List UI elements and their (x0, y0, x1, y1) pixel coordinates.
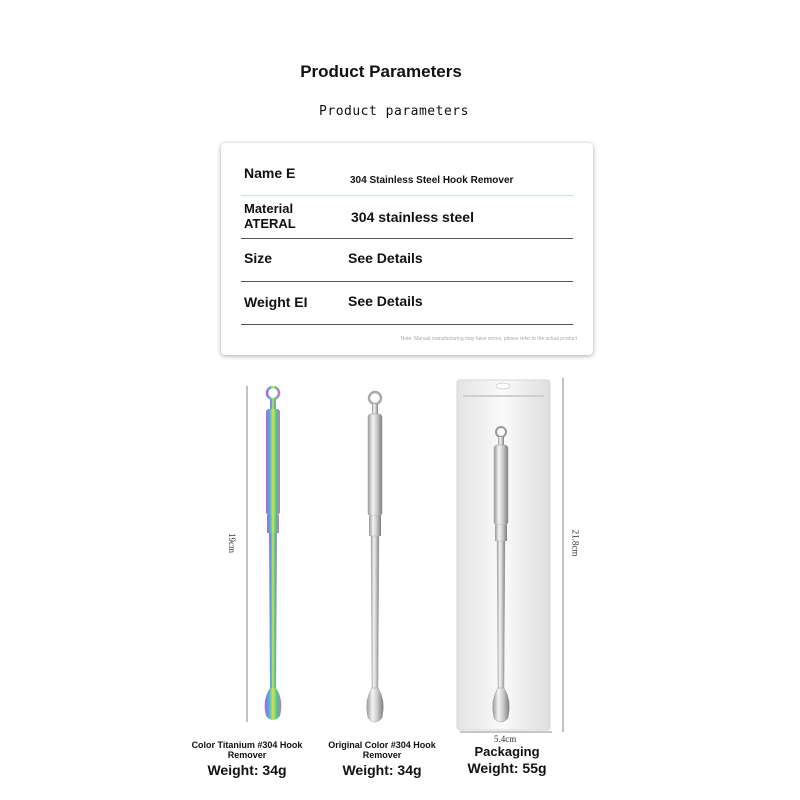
product-images (0, 370, 800, 800)
row-divider (241, 324, 573, 325)
dimension-label-height: 21.8cm (570, 529, 581, 557)
row-divider (241, 281, 573, 282)
color-titanium-remover-image (265, 387, 282, 720)
page-subtitle: Product parameters (319, 104, 469, 119)
dimension-label-19cm: 19cm (227, 533, 237, 553)
note-text: Note: Manual manufacturing may have errors, please refer to the actual product (400, 336, 577, 342)
row-divider (241, 195, 573, 196)
caption-text: Color Titanium #304 Hook Remover (191, 740, 303, 760)
caption-weight: Weight: 34g (207, 762, 287, 778)
parameters-card (221, 143, 593, 355)
product-caption-original (318, 740, 446, 778)
param-label-weight: Weight EI (244, 294, 308, 310)
page-title: Product Parameters (300, 62, 462, 81)
row-divider (241, 238, 573, 239)
param-label-name: Name E (244, 165, 296, 181)
dimension-label-width: 5.4cm (494, 734, 517, 744)
param-label-size: Size (244, 250, 273, 266)
caption-text: Original Color #304 Hook Remover (328, 740, 436, 760)
product-caption-titanium (182, 740, 312, 778)
param-value-weight: See Details (348, 293, 423, 309)
caption-weight: Weight: 55g (467, 760, 547, 776)
packaging-image (457, 380, 550, 730)
param-value-material: 304 stainless steel (351, 209, 474, 225)
param-label-material: Material ATERAL (244, 201, 296, 231)
param-value-name: 304 Stainless Steel Hook Remover (350, 175, 514, 186)
caption-text: Packaging (474, 744, 540, 759)
original-color-remover-image (367, 392, 384, 722)
caption-weight: Weight: 34g (342, 762, 422, 778)
product-caption-packaging (452, 744, 562, 776)
param-value-size: See Details (348, 250, 423, 266)
